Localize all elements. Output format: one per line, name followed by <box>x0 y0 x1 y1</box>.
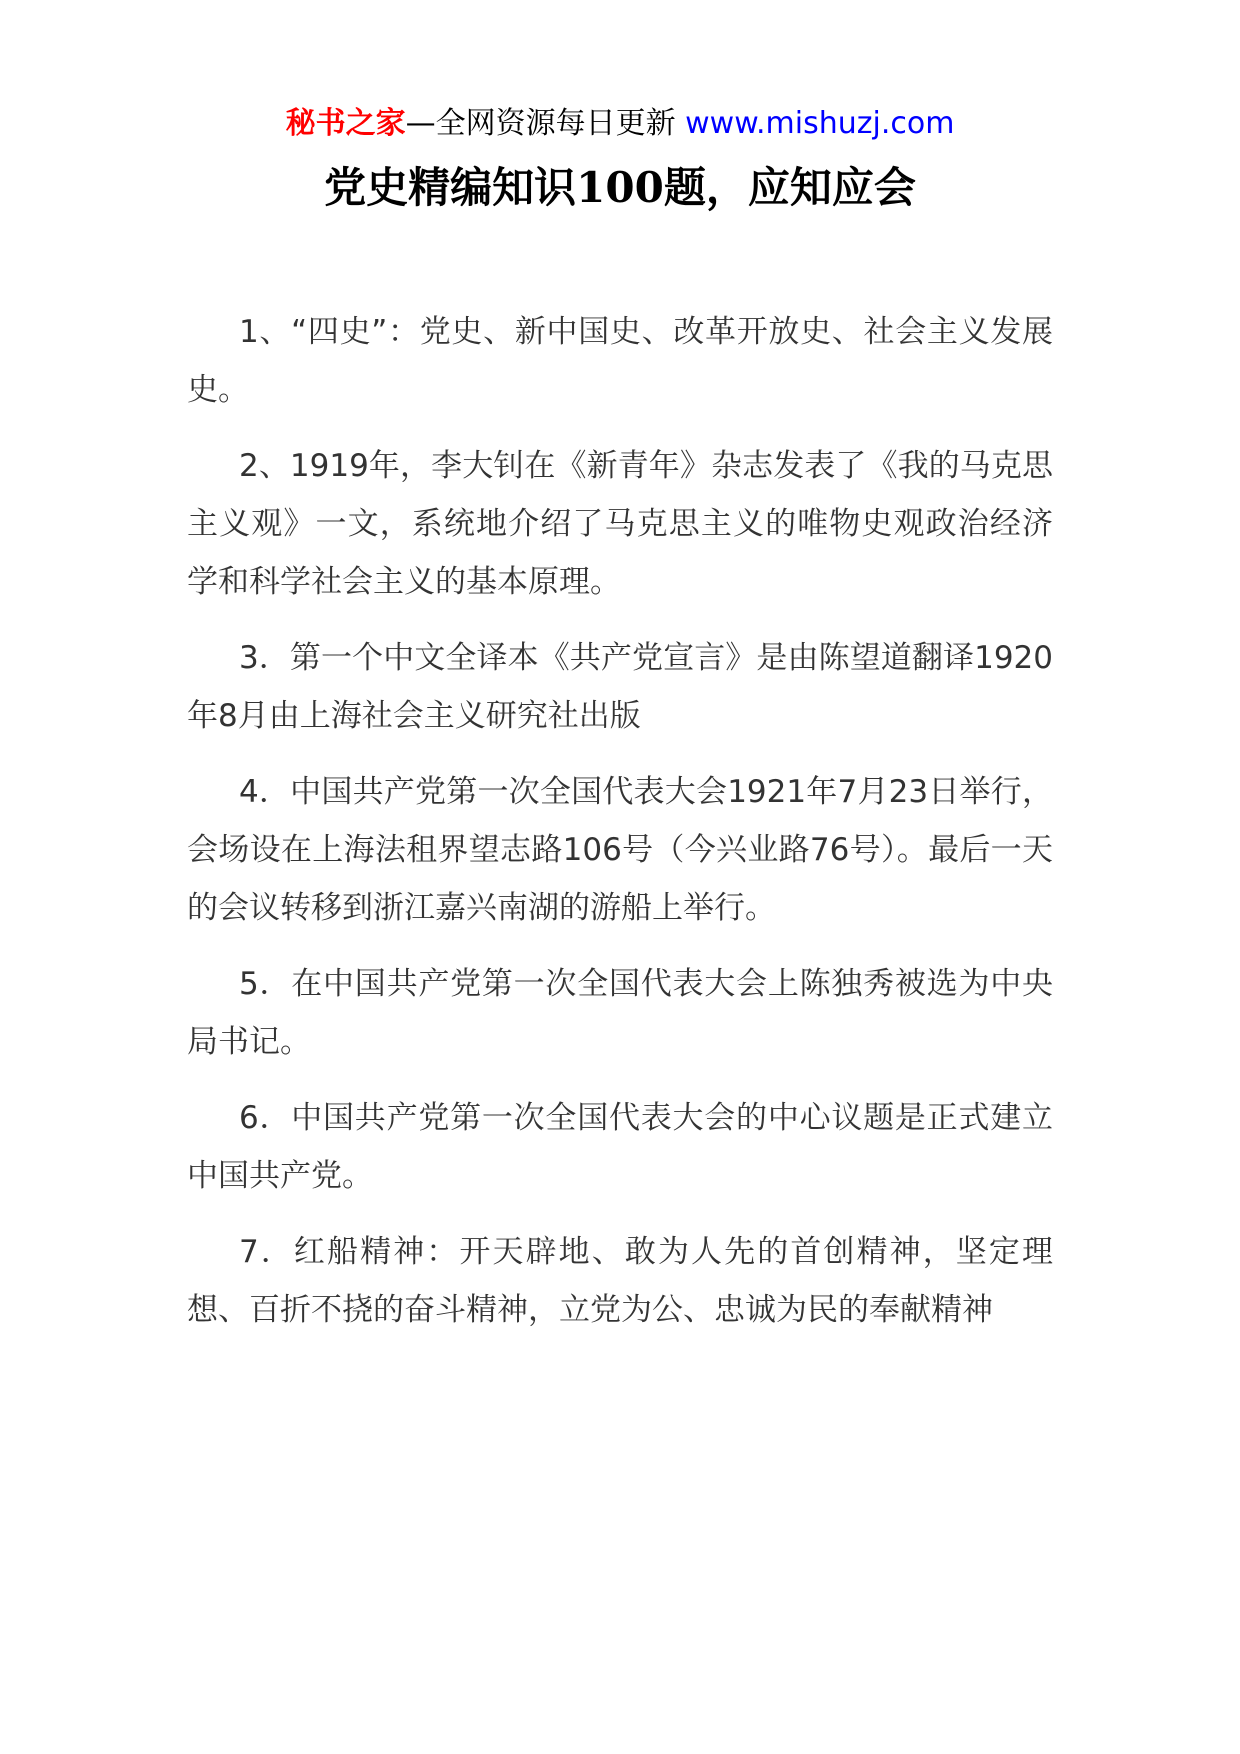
site-tagline: —全网资源每日更新 <box>405 106 676 141</box>
paragraph-5: 5．在中国共产党第一次全国代表大会上陈独秀被选为中央局书记。 <box>187 966 1053 1060</box>
paragraph-4: 4．中国共产党第一次全国代表大会1921年7月23日举行，会场设在上海法租界望志路106号（今兴业路76号）。最后一天的会议转移到浙江嘉兴南湖的游船上举行。 <box>187 774 1053 926</box>
site-url-link[interactable]: www.mishuzj.com <box>685 106 955 141</box>
document-body <box>187 303 1053 1357</box>
brand-name: 秘书之家 <box>285 106 406 141</box>
paragraph-1: 1、“四史”：党史、新中国史、改革开放史、社会主义发展史。 <box>187 314 1053 408</box>
paragraph-7: 7．红船精神：开天辟地、敢为人先的首创精神，坚定理想、百折不挠的奋斗精神，立党为公、忠诚为民的奉献精神 <box>187 1234 1053 1328</box>
paragraph-2: 2、1919年，李大钊在《新青年》杂志发表了《我的马克思主义观》一文，系统地介绍了马克思主义的唯物史观政治经济学和科学社会主义的基本原理。 <box>187 448 1053 600</box>
site-header <box>0 104 1240 144</box>
document-title: 党史精编知识100题，应知应会 <box>324 163 916 212</box>
paragraph-6: 6．中国共产党第一次全国代表大会的中心议题是正式建立中国共产党。 <box>187 1100 1053 1194</box>
paragraph-3: 3．第一个中文全译本《共产党宣言》是由陈望道翻译1920年8月由上海社会主义研究社出版 <box>187 640 1053 734</box>
